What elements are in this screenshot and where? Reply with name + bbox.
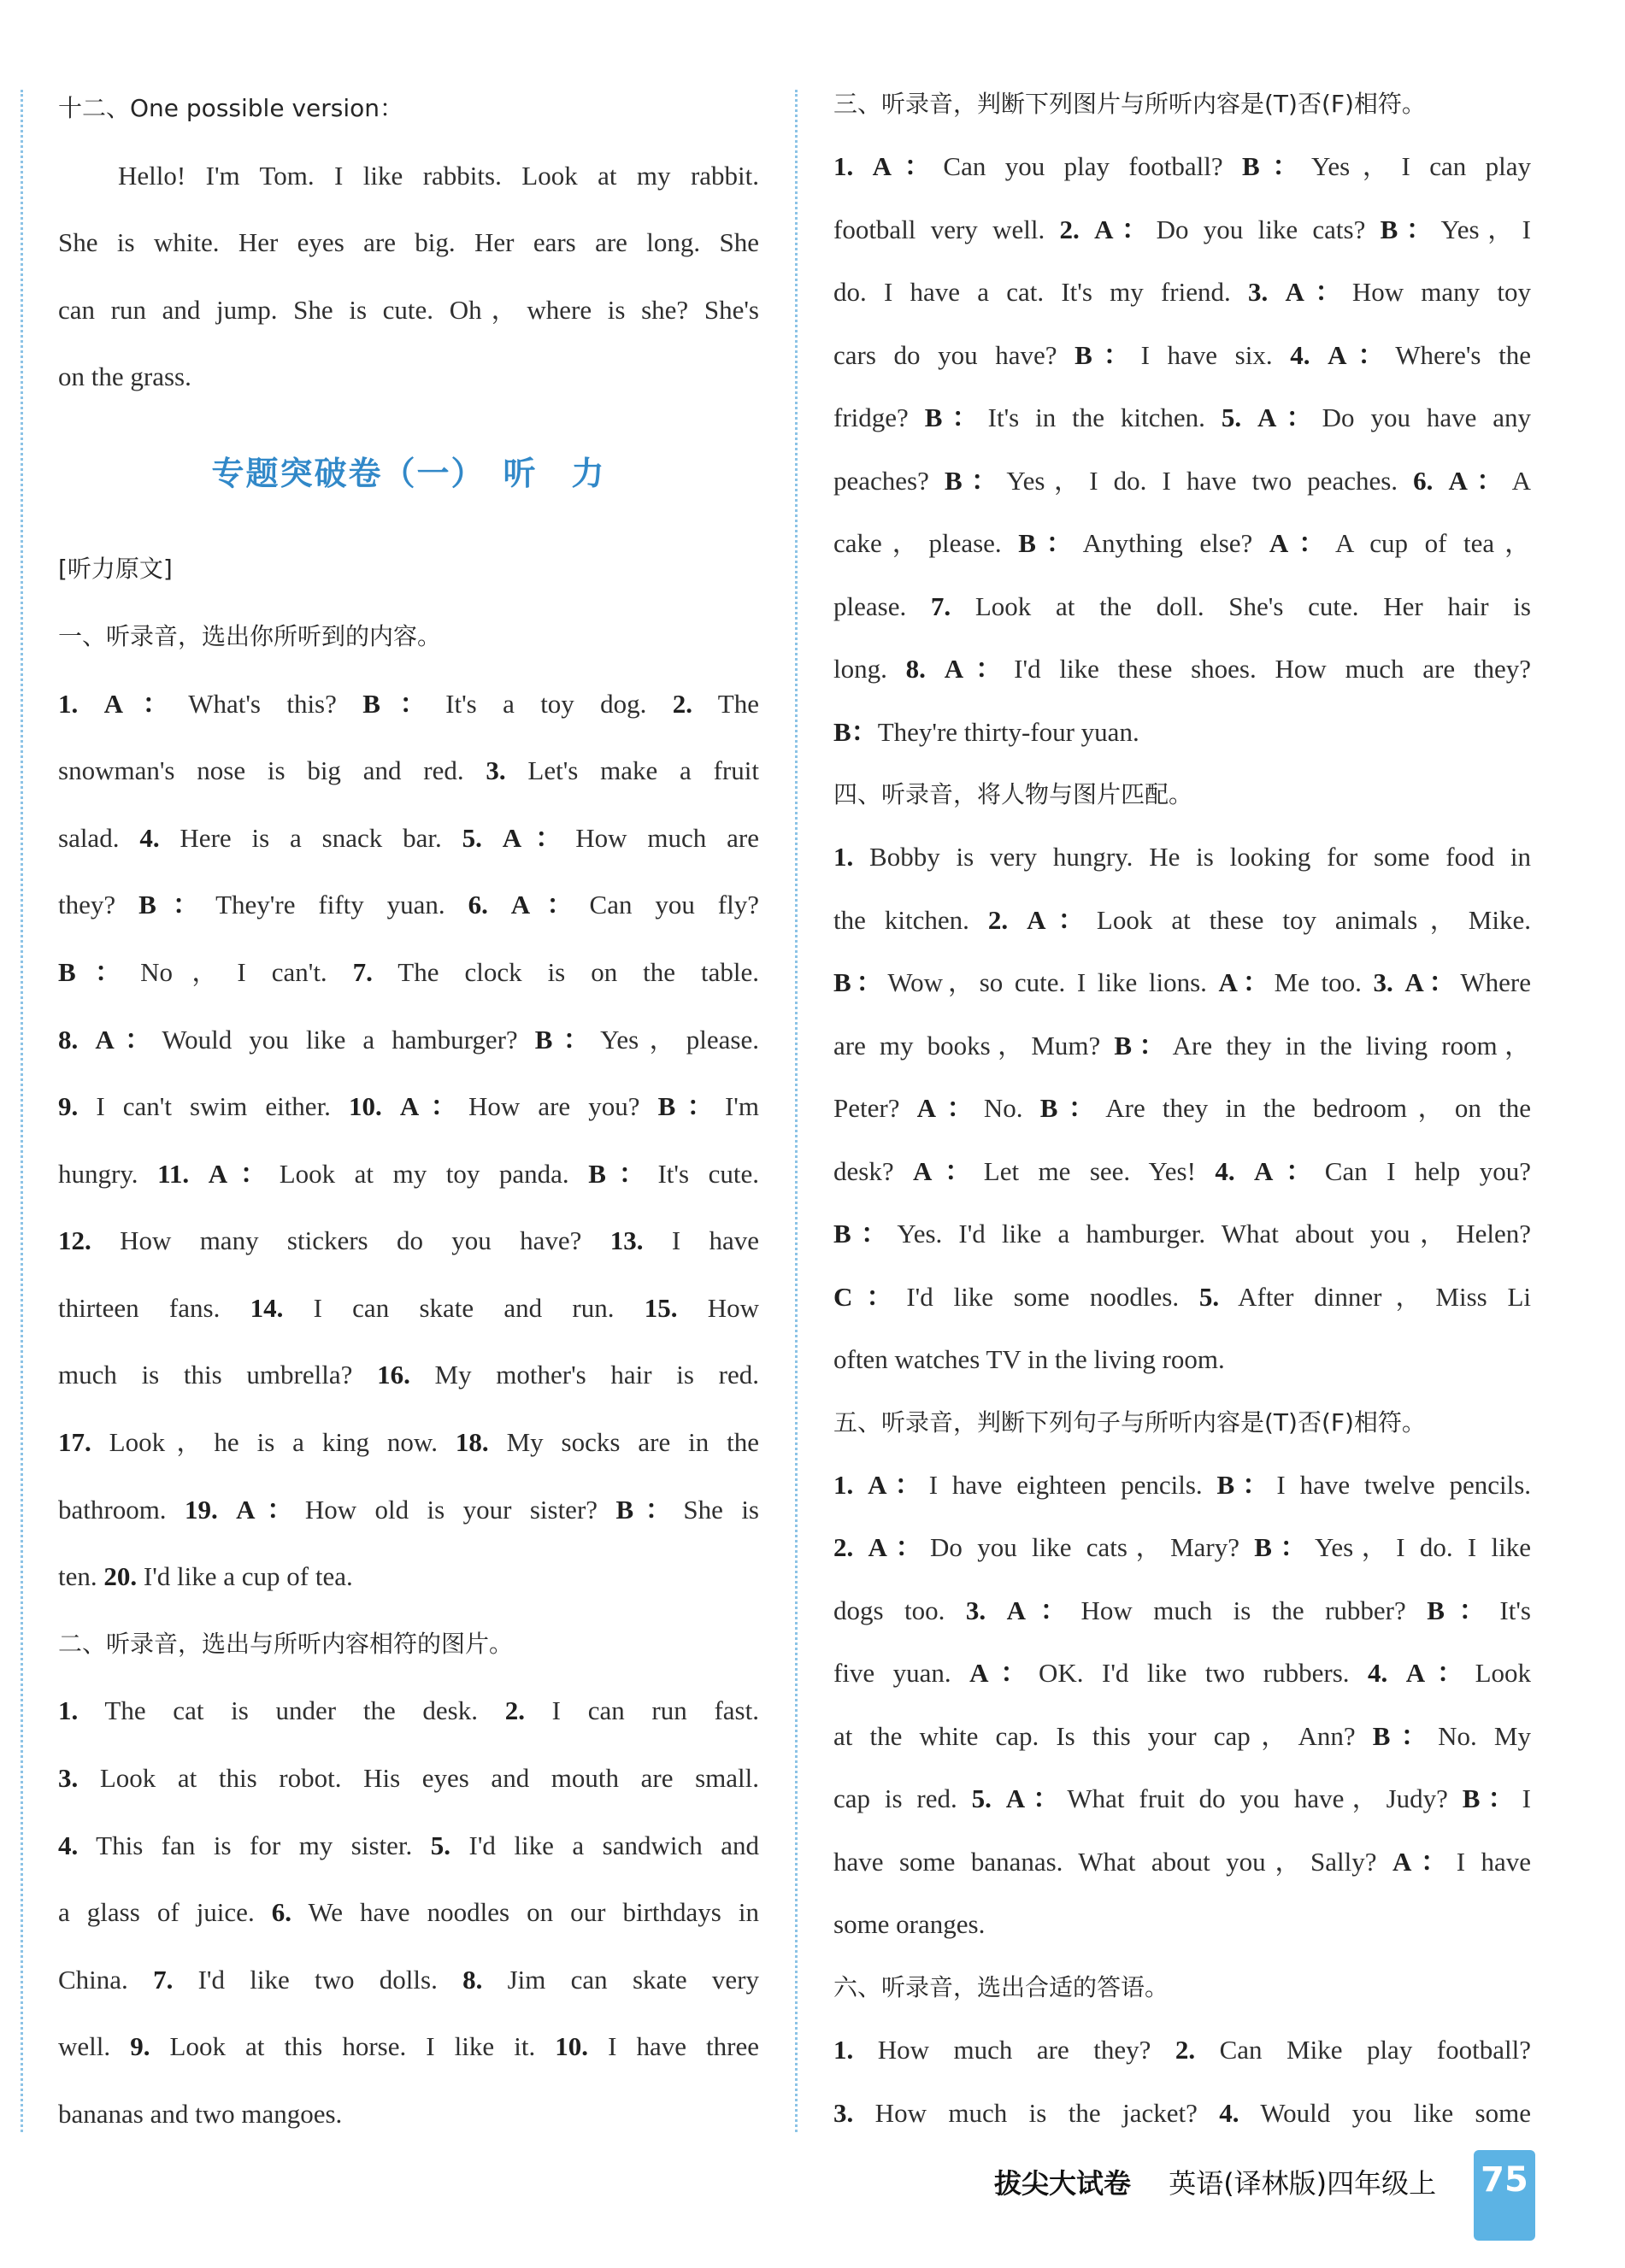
- page-number: 75: [1481, 2160, 1528, 2200]
- item-number: 20.: [103, 1561, 138, 1592]
- text-line: salad. 4. Here is a snack bar. 5. A：How much are: [58, 822, 759, 853]
- item-number: 13.: [609, 1225, 644, 1256]
- speaker-label: A：: [208, 1158, 280, 1189]
- item-number: 7.: [930, 591, 951, 621]
- item-number: 1.: [833, 842, 854, 873]
- text-line: desk? A：Let me see. Yes! 4. A：Can I help you?: [833, 1155, 1531, 1186]
- composition: [58, 75, 759, 411]
- text-line: 17. Look，he is a king now. 18. My socks are in the: [58, 1427, 760, 1458]
- item-number: 5.: [462, 822, 482, 853]
- item-number: 8.: [462, 1964, 483, 1995]
- section-heading: 十二、One possible version：: [58, 94, 404, 122]
- text-line: Hello! I'm Tom. I like rabbits. Look at my rabbit.: [118, 160, 759, 191]
- speaker-label: B：: [534, 1024, 601, 1055]
- item-number: 3.: [965, 1595, 986, 1625]
- text-line: 2. A：Do you like cats，Mary? B：Yes，I do. I like: [833, 1532, 1531, 1563]
- text-line: much is this umbrella? 16. My mother's hair is red.: [58, 1360, 760, 1390]
- text-line: long. 8. A：I'd like these shoes. How much are they?: [833, 654, 1532, 685]
- item-number: 2.: [1175, 2035, 1196, 2065]
- text-line: 1. The cat is under the desk. 2. I can run fast.: [58, 1695, 759, 1726]
- item-number: 7.: [352, 956, 373, 987]
- item-number: 4.: [1290, 339, 1310, 370]
- speaker-label: B：: [1114, 1030, 1173, 1061]
- speaker-label: A：: [236, 1494, 305, 1525]
- text-line: 3. Look at this robot. His eyes and mouth are small.: [58, 1763, 759, 1794]
- unit-title: 专题突破卷（一） 听 力: [211, 454, 606, 492]
- text-line: 12. How many stickers do you have? 13. I have: [58, 1225, 759, 1256]
- text-line: football very well. 2. A：Do you like cats? B：Yes，I: [833, 214, 1531, 244]
- item-number: 4.: [1215, 1155, 1235, 1186]
- speaker-label: A：: [1094, 214, 1157, 244]
- item-number: 17.: [58, 1427, 91, 1458]
- text-line: Peter? A：No. B：Are they in the bedroom，on the: [833, 1093, 1531, 1124]
- text-line: B：Yes. I'd like a hamburger. What about you，Helen?: [833, 1219, 1531, 1249]
- text-line: thirteen fans. 14. I can skate and run. 15. How: [58, 1292, 760, 1323]
- item-number: 10.: [349, 1091, 382, 1122]
- text-line: fridge? B：It's in the kitchen. 5. A：Do you have any: [833, 402, 1532, 433]
- item-number: 9.: [130, 2031, 150, 2062]
- speaker-label: B：: [657, 1091, 725, 1122]
- speaker-label: B：: [833, 1219, 898, 1249]
- item-number: 1.: [833, 151, 854, 182]
- text-line: bananas and two mangoes.: [58, 2099, 343, 2130]
- item-number: 6.: [1413, 465, 1434, 496]
- speaker-label: A：: [510, 890, 590, 920]
- text-line: B：Wow，so cute. I like lions. A：Me too. 3. A：Where: [833, 967, 1532, 998]
- text-line: cap is red. 5. A：What fruit do you have，Judy? B：I: [833, 1783, 1531, 1814]
- section-five: [833, 1391, 1531, 1956]
- text-line: do. I have a cat. It's my friend. 3. A：How many toy: [833, 277, 1532, 308]
- text-line: at the white cap. Is this your cap，Ann? B：No. My: [833, 1720, 1531, 1751]
- section-one: [58, 603, 759, 1611]
- speaker-label: A：: [103, 688, 189, 719]
- section-heading: 二、听录音，选出与所听内容相符的图片。: [58, 1629, 514, 1658]
- text-line: some oranges.: [833, 1909, 986, 1940]
- item-number: 5.: [1221, 402, 1242, 433]
- item-number: 6.: [271, 1897, 291, 1928]
- text-line: cake，please. B：Anything else? A：A cup of tea，: [833, 528, 1531, 559]
- text-line: China. 7. I'd like two dolls. 8. Jim can skate very: [58, 1964, 759, 1995]
- transcript-tag: [听力原文]: [58, 555, 173, 584]
- speaker-label: A：: [1328, 339, 1396, 370]
- book-title: 拔尖大试卷: [994, 2167, 1132, 2200]
- section-four: [833, 763, 1531, 1391]
- item-number: 8.: [905, 654, 926, 685]
- text-line: a glass of juice. 6. We have noodles on our birthdays in: [58, 1897, 759, 1928]
- text-line: hungry. 11. A：Look at my toy panda. B：It's cute.: [58, 1158, 759, 1189]
- right-column: [833, 73, 1531, 2144]
- text-line: ten. 20. I'd like a cup of tea.: [58, 1561, 353, 1592]
- item-number: 4.: [58, 1830, 79, 1860]
- item-number: 14.: [250, 1292, 284, 1323]
- speaker-label: A：: [944, 654, 1015, 685]
- speaker-label: A：: [868, 1532, 931, 1563]
- text-line: please. 7. Look at the doll. She's cute. Her hair is: [833, 591, 1531, 621]
- text-line: cars do you have? B：I have six. 4. A：Where's the: [833, 339, 1531, 370]
- item-number: 3.: [833, 2097, 854, 2128]
- item-number: 5.: [971, 1783, 992, 1814]
- item-number: 3.: [58, 1763, 79, 1794]
- speaker-label: A：: [1027, 904, 1097, 935]
- speaker-label: B：: [1039, 1093, 1106, 1124]
- section-six: [833, 1956, 1531, 2144]
- text-line: C：I'd like some noodles. 5. After dinner，Miss Li: [833, 1281, 1532, 1312]
- text-line: often watches TV in the living room.: [833, 1344, 1225, 1375]
- page-number-badge: [1474, 2150, 1535, 2241]
- item-number: 6.: [468, 890, 488, 920]
- speaker-label: A：: [1269, 528, 1335, 559]
- text-line: on the grass.: [58, 361, 191, 392]
- speaker-label: A：: [969, 1658, 1039, 1689]
- speaker-label: A：: [1392, 1846, 1457, 1877]
- speaker-label: B：: [588, 1158, 658, 1189]
- speaker-label: A：: [502, 822, 576, 853]
- speaker-label: B：: [1075, 339, 1141, 370]
- text-line: 9. I can't swim either. 10. A：How are you? B：I'm: [58, 1091, 759, 1122]
- text-line: have some bananas. What about you，Sally? A：I have: [833, 1846, 1531, 1877]
- item-number: 5.: [430, 1830, 451, 1860]
- text-line: well. 9. Look at this horse. I like it. 10. I have three: [58, 2031, 760, 2062]
- section-three: [833, 73, 1531, 763]
- item-number: 1.: [58, 1695, 79, 1726]
- speaker-label: B：: [944, 465, 1007, 496]
- speaker-label: B：: [1372, 1720, 1439, 1751]
- item-number: 10.: [555, 2031, 589, 2062]
- left-column: [58, 75, 759, 2148]
- text-line: 1. A：What's this? B：It's a toy dog. 2. The: [58, 688, 760, 719]
- item-number: 2.: [1059, 214, 1080, 244]
- speaker-label: C：: [833, 1281, 907, 1312]
- text-line: 3. How much is the jacket? 4. Would you like some: [833, 2097, 1531, 2128]
- speaker-label: B：: [362, 688, 446, 719]
- speaker-label: A：: [1005, 1783, 1068, 1814]
- speaker-label: A：: [868, 1469, 929, 1500]
- speaker-label: B：: [1462, 1783, 1522, 1814]
- speaker-label: B：: [1018, 528, 1083, 559]
- text-line: snowman's nose is big and red. 3. Let's make a fruit: [58, 755, 759, 786]
- speaker-label: A：: [1405, 1658, 1475, 1689]
- item-number: 12.: [58, 1225, 91, 1256]
- text-line: can run and jump. She is cute. Oh，where is she? She's: [58, 294, 759, 325]
- text-line: 4. This fan is for my sister. 5. I'd like a sandwich and: [58, 1830, 760, 1860]
- speaker-label: A：: [1404, 967, 1461, 998]
- speaker-label: B：: [833, 716, 878, 747]
- section-heading: 三、听录音，判断下列图片与所听内容是(T)否(F)相符。: [833, 90, 1426, 118]
- item-number: 3.: [1373, 967, 1393, 998]
- item-number: 2.: [672, 688, 693, 719]
- speaker-label: A：: [872, 151, 944, 182]
- text-line: dogs too. 3. A：How much is the rubber? B：It's: [833, 1595, 1531, 1625]
- speaker-label: A：: [1448, 465, 1512, 496]
- item-number: 5.: [1198, 1281, 1220, 1312]
- item-number: 3.: [486, 755, 506, 786]
- text-line: peaches? B：Yes，I do. I have two peaches. 6. A：A: [833, 465, 1531, 496]
- speaker-label: A：: [1006, 1595, 1081, 1625]
- item-number: 2.: [504, 1695, 525, 1726]
- item-number: 16.: [377, 1360, 410, 1390]
- section-heading: 一、听录音，选出你所听到的内容。: [58, 621, 442, 650]
- speaker-label: A：: [1254, 1155, 1325, 1186]
- speaker-label: B：: [1380, 214, 1441, 244]
- speaker-label: B：: [1242, 151, 1312, 182]
- item-number: 3.: [1247, 277, 1269, 308]
- column-divider: [795, 90, 798, 2132]
- subject-grade: 英语(译林版)四年级上: [1169, 2167, 1437, 2200]
- speaker-label: B：: [1216, 1469, 1277, 1500]
- text-line: 1. How much are they? 2. Can Mike play football?: [833, 2035, 1531, 2065]
- section-heading: 六、听录音，选出合适的答语。: [833, 1972, 1169, 2001]
- item-number: 2.: [987, 904, 1009, 935]
- speaker-label: A：: [916, 1093, 984, 1124]
- section-heading: 五、听录音，判断下列句子与所听内容是(T)否(F)相符。: [833, 1407, 1426, 1437]
- speaker-label: A：: [913, 1155, 984, 1186]
- speaker-label: B：: [138, 890, 216, 920]
- speaker-label: A：: [95, 1024, 162, 1055]
- item-number: 9.: [58, 1091, 79, 1122]
- text-line: B：No，I can't. 7. The clock is on the table.: [58, 956, 759, 987]
- item-number: 4.: [1219, 2097, 1239, 2128]
- speaker-label: B：: [615, 1494, 684, 1525]
- item-number: 7.: [153, 1964, 174, 1995]
- speaker-label: B：: [833, 967, 888, 998]
- item-number: 11.: [157, 1158, 190, 1189]
- text-line: 8. A：Would you like a hamburger? B：Yes，please.: [58, 1024, 759, 1055]
- speaker-label: A：: [1285, 277, 1352, 308]
- item-number: 1.: [58, 688, 79, 719]
- speaker-label: B：: [924, 402, 988, 433]
- speaker-label: B：: [1427, 1595, 1500, 1625]
- item-number: 4.: [1368, 1658, 1388, 1689]
- text-line: B：They're thirty-four yuan.: [833, 716, 1139, 747]
- text-line: bathroom. 19. A：How old is your sister? B：She is: [58, 1494, 760, 1525]
- speaker-label: A：: [1218, 967, 1275, 998]
- text-line: five yuan. A：OK. I'd like two rubbers. 4. A：Look: [833, 1658, 1532, 1689]
- item-number: 15.: [644, 1292, 678, 1323]
- item-number: 18.: [455, 1427, 489, 1458]
- left-margin-rule: [21, 90, 23, 2132]
- footer: [994, 2165, 1436, 2202]
- speaker-label: B：: [58, 956, 141, 987]
- item-number: 2.: [833, 1532, 854, 1563]
- item-number: 1.: [833, 1469, 854, 1500]
- speaker-label: B：: [1254, 1532, 1316, 1563]
- speaker-label: A：: [399, 1091, 468, 1122]
- speaker-label: A：: [1257, 402, 1322, 433]
- item-number: 1.: [833, 2035, 854, 2065]
- text-line: the kitchen. 2. A：Look at these toy animals，Mike.: [833, 904, 1531, 935]
- item-number: 8.: [58, 1024, 79, 1055]
- text-line: 1. A：I have eighteen pencils. B：I have twelve pencils.: [833, 1469, 1532, 1500]
- text-line: She is white. Her eyes are big. Her ears are long. She: [58, 227, 759, 258]
- section-heading: 四、听录音，将人物与图片匹配。: [833, 779, 1193, 808]
- text-line: 1. Bobby is very hungry. He is looking for some food in: [833, 842, 1531, 873]
- section-two: [58, 1611, 759, 2148]
- text-line: they? B：They're fifty yuan. 6. A：Can you fly?: [58, 890, 759, 920]
- text-line: 1. A：Can you play football? B：Yes，I can play: [833, 151, 1531, 182]
- item-number: 4.: [139, 822, 160, 853]
- item-number: 19.: [184, 1494, 218, 1525]
- text-line: are my books，Mum? B：Are they in the living room，: [833, 1030, 1531, 1061]
